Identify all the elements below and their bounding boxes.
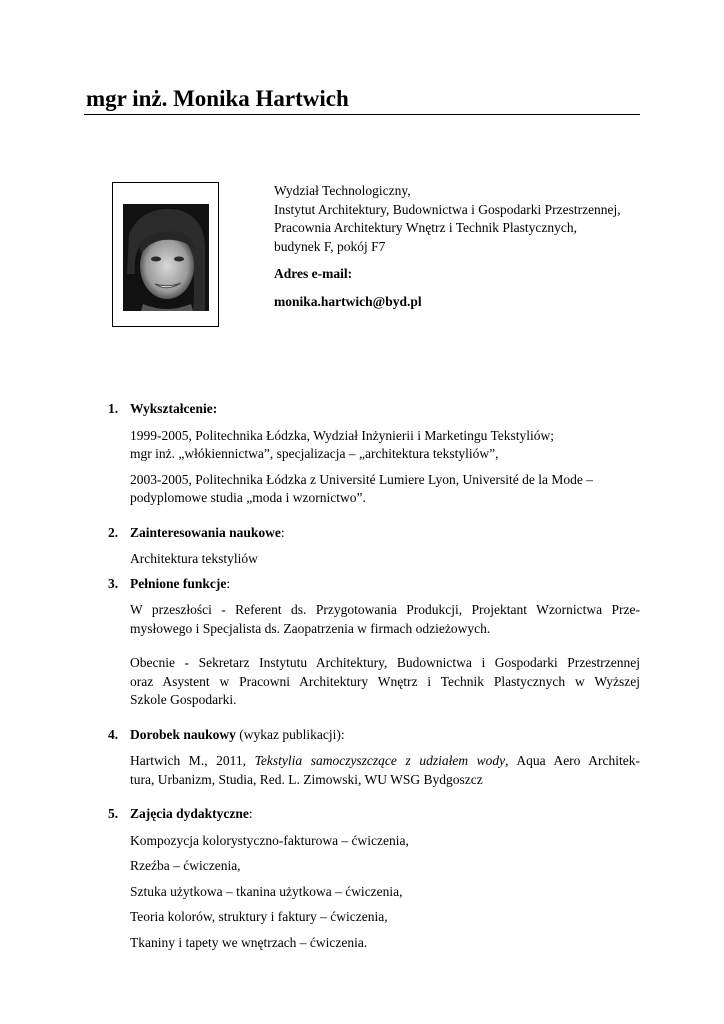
text-line: 1999-2005, Politechnika Łódzka, Wydział Inżynierii i Marketingu Tekstyliów; <box>130 427 555 443</box>
text-line: tura, Urbanizm, Studia, Red. L. Zimowski, WU WSG Bydgoszcz <box>130 771 483 787</box>
profile-photo <box>123 204 209 311</box>
functions-current <box>130 654 640 710</box>
email-label: Adres e-mail: <box>274 266 353 281</box>
section-suffix: : <box>226 575 231 591</box>
section-number: 5. <box>108 806 119 821</box>
text-line: Szkole Gospodarki. <box>130 692 237 707</box>
text-line: oraz Asystent w Pracowni Architektury Wnętrz i Technik Plastycznych w Wyższej <box>130 673 640 689</box>
email-address[interactable]: monika.hartwich@byd.pl <box>274 293 422 309</box>
section-number: 4. <box>108 726 119 742</box>
institute-line: Instytut Architektury, Budownictwa i Gospodarki Przestrzennej, <box>274 201 621 217</box>
page-title: mgr inż. Monika Hartwich <box>86 86 349 111</box>
workshop-line: Pracownia Architektury Wnętrz i Technik Plastycznych, <box>274 220 577 235</box>
education-entry-1 <box>130 427 640 464</box>
cv-sections <box>108 400 640 952</box>
section-title: Wykształcenie: <box>130 401 218 416</box>
course-item: Tkaniny i tapety we wnętrzach – ćwiczenia. <box>130 934 368 950</box>
text-line: 2003-2005, Politechnika Łódzka z Université Lumiere Lyon, Université de la Mode – <box>130 471 594 487</box>
section-heading <box>130 805 640 824</box>
title-divider <box>84 114 640 115</box>
section-heading <box>130 726 640 745</box>
photo-frame <box>112 182 219 327</box>
section-number: 1. <box>108 401 119 416</box>
course-item: Sztuka użytkowa – tkanina użytkowa – ćwiczenia, <box>130 883 403 899</box>
faculty-line: Wydział Technologiczny, <box>274 183 411 198</box>
functions-past <box>130 601 640 638</box>
section-suffix: : <box>248 806 253 821</box>
section-heading <box>130 524 640 543</box>
section-title: Dorobek naukowy <box>130 726 236 742</box>
text-line: podyplomowe studia „moda i wzornictwo”. <box>130 490 366 505</box>
education-entry-2 <box>130 471 640 508</box>
publication-venue: , Aqua Aero Architek- <box>505 753 640 768</box>
text-line: W przeszłości - Referent ds. Przygotowania Produkcji, Projektant Wzornictwa Prze- <box>130 602 640 617</box>
section-publications <box>108 726 640 790</box>
publication-entry <box>130 752 640 789</box>
section-functions <box>108 575 640 710</box>
section-suffix: (wykaz publikacji): <box>235 726 345 742</box>
office-line: budynek F, pokój F7 <box>274 238 386 254</box>
section-teaching <box>108 805 640 952</box>
text-line: mysłowego i Specjalista ds. Zaopatrzenia w firmach odzieżowych. <box>130 620 491 636</box>
section-heading <box>130 575 640 594</box>
text-line: Obecnie - Sekretarz Instytutu Architektury, Budownictwa i Gospodarki Przestrzennej <box>130 655 640 670</box>
section-title: Zainteresowania naukowe <box>130 524 281 540</box>
section-suffix: : <box>280 524 285 540</box>
section-number: 2. <box>108 524 119 540</box>
contact-info <box>274 182 621 311</box>
course-item: Rzeźba – ćwiczenia, <box>130 858 241 873</box>
course-item: Kompozycja kolorystyczno-fakturowa – ćwiczenia, <box>130 832 409 848</box>
section-title: Pełnione funkcje <box>130 575 227 591</box>
publication-title: Tekstylia samoczyszczące z udziałem wody <box>254 753 506 768</box>
section-number: 3. <box>108 575 119 591</box>
section-title: Zajęcia dydaktyczne <box>130 806 249 821</box>
course-item: Teoria kolorów, struktury i faktury – ćwiczenia, <box>130 909 388 924</box>
section-education <box>108 400 640 508</box>
section-heading <box>130 400 640 419</box>
section-interests <box>108 524 640 569</box>
text-line: mgr inż. „włókiennictwa”, specjalizacja – „architektura tekstyliów”, <box>130 446 499 461</box>
publication-author: Hartwich M., 2011, <box>130 753 255 768</box>
text-line <box>130 752 640 771</box>
interests-text: Architektura tekstyliów <box>130 551 258 566</box>
